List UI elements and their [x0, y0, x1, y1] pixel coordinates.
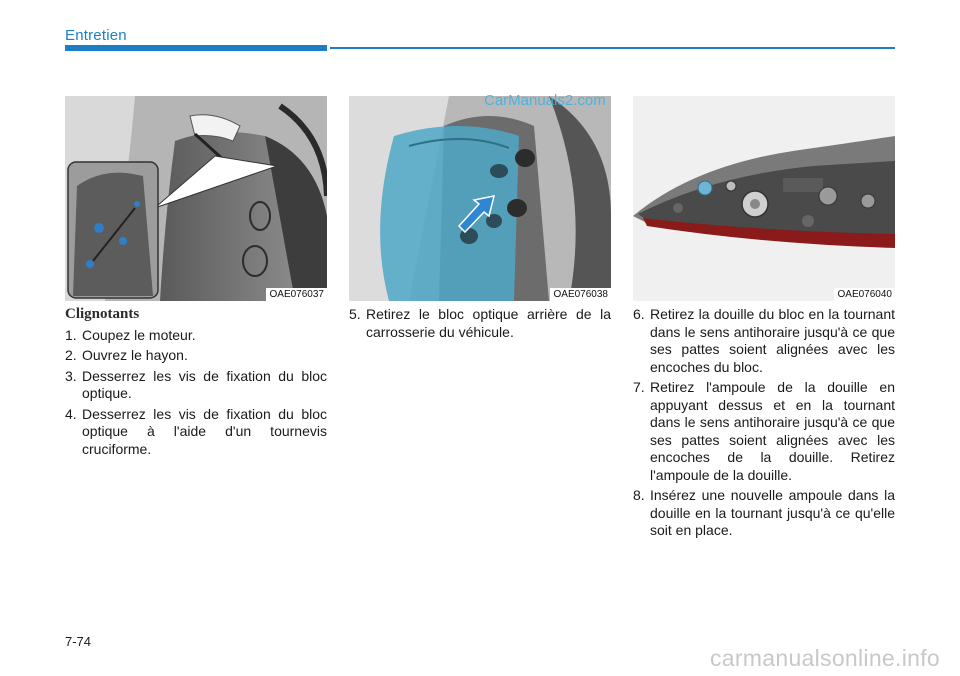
step-number: 5. [349, 306, 361, 322]
step-text: Retirez le bloc optique arrière de la carrosserie du véhicule. [366, 306, 611, 340]
column-3 [633, 306, 895, 543]
step-number: 7. [633, 379, 645, 395]
figure-code: OAE076040 [834, 288, 896, 301]
list-item [633, 487, 895, 540]
steps-list-1 [65, 327, 327, 459]
list-item [65, 368, 327, 403]
step-text: Ouvrez le hayon. [82, 347, 188, 363]
section-title: Entretien [65, 27, 127, 44]
illustration-screw-removal [65, 96, 327, 301]
watermark-carmanuals2: CarManuals2.com [484, 92, 606, 109]
step-text: Retirez l'ampoule de la douille en appuyant dessus et en la tournant dans le sens antihoraire jusqu'à ce que ses pattes soient alignées avec les encoches de la douille. Retirez l'ampoule de la douille. [650, 379, 895, 483]
figure-bulb-socket [633, 96, 895, 301]
figure-light-removal [349, 96, 611, 301]
figure-code: OAE076038 [550, 288, 612, 301]
watermark-carmanualsonline: carmanualsonline.info [709, 645, 940, 671]
step-number: 8. [633, 487, 645, 503]
list-item [349, 306, 611, 341]
list-item [65, 327, 327, 345]
step-number: 6. [633, 306, 645, 322]
section-heading-clignotants: Clignotants [65, 306, 140, 322]
list-item [65, 347, 327, 365]
header-rule-thick [65, 45, 327, 51]
step-text: Coupez le moteur. [82, 326, 196, 343]
list-item [633, 306, 895, 376]
step-number: 2. [65, 347, 77, 363]
list-item [65, 406, 327, 459]
page-number: 7-74 [65, 634, 92, 649]
header-rule-thin [330, 47, 895, 49]
step-number: 4. [65, 405, 77, 422]
column-1 [65, 306, 327, 461]
step-number: 3. [65, 367, 77, 384]
step-number: 1. [65, 326, 77, 343]
column-2 [349, 306, 611, 344]
steps-list-2 [349, 306, 611, 341]
steps-list-3 [633, 306, 895, 540]
step-text: Desserrez les vis de fixation du bloc optique. [82, 367, 327, 401]
step-text: Desserrez les vis de fixation du bloc optique à l'aide d'un tournevis cruciforme. [82, 405, 327, 457]
step-text: Insérez une nouvelle ampoule dans la douille en la tournant jusqu'à ce qu'elle soit en place. [650, 487, 895, 538]
figure-code: OAE076037 [266, 288, 328, 301]
figure-screw-removal [65, 96, 327, 301]
illustration-bulb-socket [633, 96, 895, 301]
illustration-light-removal [349, 96, 611, 301]
step-text: Retirez la douille du bloc en la tournant dans le sens antihoraire jusqu'à ce que ses pattes soient alignées avec les encoches du bloc. [650, 306, 895, 375]
list-item [633, 379, 895, 484]
